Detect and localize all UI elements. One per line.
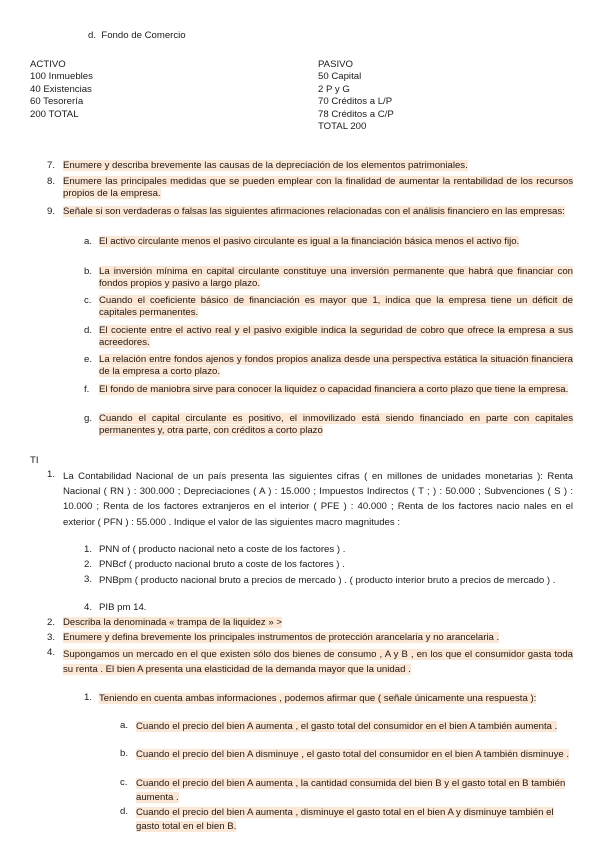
ti-q4-option <box>136 720 573 734</box>
ti-q4-option <box>136 748 573 762</box>
question-7-text <box>63 160 573 172</box>
pasivo-row: 2 P y G <box>318 83 350 95</box>
ti-question-4-span: Supongamos un mercado en el que existen sólo dos bienes de consumo , A y B , en los que el consumidor gasta toda su renta . El bien A presenta una elasticidad de la demanda mayor que la unidad . <box>63 649 573 676</box>
q9-option-marker: b. <box>84 266 93 277</box>
ti-q4-option <box>136 806 573 833</box>
activo-row: 100 Inmuebles <box>30 71 93 83</box>
top-item <box>88 30 568 42</box>
ti-q4-option-marker: d. <box>120 806 129 817</box>
q9-option-marker: g. <box>84 413 93 424</box>
q9-option-marker: d. <box>84 325 93 336</box>
q9-option <box>99 413 573 438</box>
ti-q4-option <box>136 777 573 804</box>
top-item-text: Fondo de Comercio <box>101 30 186 41</box>
ti-q4-option-marker: a. <box>120 720 129 731</box>
ti-question-1-num: 1. <box>47 469 56 480</box>
question-7-span: Enumere y describa brevemente las causas de la depreciación de los elementos patrimoniales. <box>63 160 468 171</box>
question-7-num: 7. <box>47 160 56 171</box>
q9-option-marker: e. <box>84 354 93 365</box>
ti-question-2-span: Describa la denominada « trampa de la liquidez » > <box>63 617 282 628</box>
activo-row: 200 TOTAL <box>30 108 79 120</box>
ti-q1-sub-text: PNBpm ( producto nacional bruto a precios de mercado ) . ( producto interior bruto a precios de mercado ) . <box>99 575 556 586</box>
ti-q1-sub-marker: 4. <box>84 602 93 613</box>
section-label: TI <box>30 455 39 466</box>
q9-option-marker: c. <box>84 295 92 306</box>
question-9-span: Señale si son verdaderas o falsas las siguientes afirmaciones relacionadas con el análisis financiero en las empresas: <box>63 206 565 217</box>
ti-q1-sub-text: PNN of ( producto nacional neto a coste de los factores ) . <box>99 544 346 555</box>
q9-option <box>99 236 573 248</box>
q9-option <box>99 266 573 291</box>
question-9-num: 9. <box>47 206 56 217</box>
ti-q4-sub-text <box>99 692 573 706</box>
q9-option-marker: f. <box>84 384 90 395</box>
q9-option <box>99 384 573 396</box>
pasivo-row: 78 Créditos a C/P <box>318 108 394 120</box>
ti-q4-sub-marker: 1. <box>84 692 93 703</box>
ti-q1-sub-text: PNBcf ( producto nacional bruto a coste de los factores ) . <box>99 559 345 570</box>
pasivo-row: 50 Capital <box>318 71 362 83</box>
q9-option-text: El cociente entre el activo real y el pasivo exigible indica la seguridad de cobro que ofrece la empresa a sus acreedores. <box>99 325 573 349</box>
ti-q4-option-text: Cuando el precio del bien A aumenta , la cantidad consumida del bien B y el gasto total en B también aumenta . <box>136 778 566 803</box>
q9-option-text: El activo circulante menos el pasivo circulante es igual a la financiación básica menos el activo fijo. <box>99 236 520 247</box>
q9-option <box>99 354 573 379</box>
pasivo-title: PASIVO <box>318 59 354 70</box>
q9-option-text: Cuando el capital circulante es positivo, el inmovilizado está siendo financiado en parte con capitales permanentes y, otra parte, con créditos a corto plazo <box>99 413 573 437</box>
ti-q1-sub-text: PIB pm 14. <box>99 602 147 613</box>
activo-row: 40 Existencias <box>30 83 92 95</box>
top-item-marker: d. <box>88 30 97 41</box>
pasivo-row: TOTAL 200 <box>318 121 367 133</box>
ti-q1-sub-marker: 1. <box>84 544 93 555</box>
ti-q4-option-marker: c. <box>120 777 128 788</box>
ti-q1-sub-marker: 3. <box>84 574 93 585</box>
q9-option-text: La relación entre fondos ajenos y fondos propios analiza desde una perspectiva estática la situación financiera de la empresa a corto plazo. <box>99 354 573 378</box>
ti-question-1-text: La Contabilidad Nacional de un país presenta las siguientes cifras ( en millones de unidades monetarias ): Renta Nacional ( RN ) : 300.000 ; Depreciaciones ( A ) : 15.000 ; Impuestos Indirectos ( T ; ) : 50.000 ; Subvenciones ( S ) : 10.000 ; Renta de los factores extranjeros en el interior ( PFE ) : 40.000 ; Renta de los factores nacio nales en el exterior ( PFN ) : 55.000 . Indique el valor de las siguientes macro magnitudes : <box>63 471 573 528</box>
ti-q4-option-text: Cuando el precio del bien A disminuye , el gasto total del consumidor en el bien A también disminuye . <box>136 749 570 760</box>
q9-option <box>99 295 573 320</box>
question-9-text <box>63 206 573 218</box>
ti-question-3-span: Enumere y defina brevemente los principales instrumentos de protección arancelaria y no arancelaria . <box>63 632 500 643</box>
ti-question-3-text <box>63 632 573 644</box>
question-8-text <box>63 176 573 201</box>
ti-q4-option-text: Cuando el precio del bien A aumenta , disminuye el gasto total en el bien A y disminuye también el gasto total en el bien B. <box>136 807 554 832</box>
ti-question-2-num: 2. <box>47 617 56 628</box>
ti-q4-option-text: Cuando el precio del bien A aumenta , el gasto total del consumidor en el bien A también aumenta . <box>136 721 558 732</box>
pasivo-row: 70 Créditos a L/P <box>318 96 393 108</box>
ti-q1-sub-marker: 2. <box>84 559 93 570</box>
q9-option-text: El fondo de maniobra sirve para conocer la liquidez o capacidad financiera a corto plazo que tiene la empresa. <box>99 384 569 395</box>
ti-question-2-text <box>63 617 573 629</box>
q9-option <box>99 325 573 350</box>
q9-option-text: La inversión mínima en capital circulante constituye una inversión permanente que habrá que financiar con fondos propios y pasivo a largo plazo. <box>99 266 573 290</box>
question-8-num: 8. <box>47 176 56 187</box>
pasivo-column <box>318 59 558 133</box>
question-8-span: Enumere las principales medidas que se pueden emplear con la finalidad de aumentar la rentabilidad de los recursos propios de la empresa. <box>63 176 573 200</box>
q9-option-text: Cuando el coeficiente básico de financiación es mayor que 1, indica que la empresa tiene un déficit de capitales permanentes. <box>99 295 573 319</box>
activo-row: 60 Tesorería <box>30 96 84 108</box>
ti-question-4-text <box>63 647 573 677</box>
ti-question-3-num: 3. <box>47 632 56 643</box>
activo-title: ACTIVO <box>30 59 66 70</box>
ti-q4-sub-span: Teniendo en cuenta ambas informaciones , podemos afirmar que ( señale únicamente una respuesta ): <box>99 693 537 704</box>
q9-option-marker: a. <box>84 236 93 247</box>
activo-column <box>30 59 270 121</box>
ti-q4-option-marker: b. <box>120 748 129 759</box>
ti-question-4-num: 4. <box>47 647 56 658</box>
